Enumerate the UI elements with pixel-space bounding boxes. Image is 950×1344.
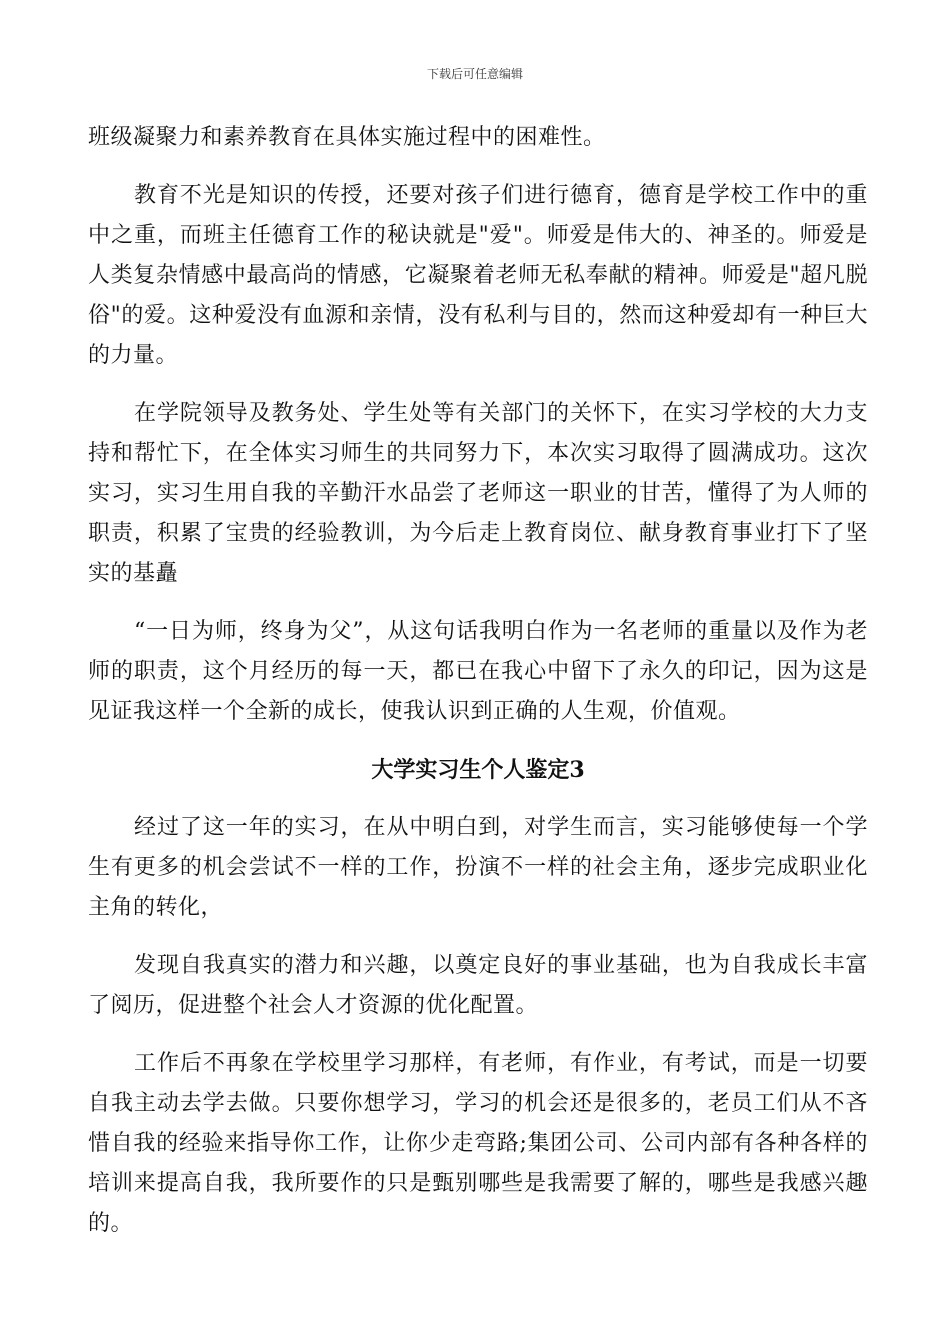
section-title: 大学实习生个人鉴定3: [371, 757, 585, 783]
paragraph-spacer: [88, 594, 868, 612]
paragraph-3: 在学院领导及教务处、学生处等有关部门的关怀下，在实习学校的大力支持和帮忙下，在全体实习师生的共同努力下，本次实习取得了圆满成功。这次实习，实习生用自我的辛勤汗水品尝了老师这一职业的甘苦，懂得了为人师的职责，积累了宝贵的经验教训，为今后走上教育岗位、献身教育事业打下了坚实的基矗: [88, 401, 868, 586]
paragraph-6: 发现自我真实的潜力和兴趣，以奠定良好的事业基础，也为自我成长丰富了阅历，促进整个社会人才资源的优化配置。: [88, 953, 868, 1018]
paragraph-spacer: [88, 158, 868, 176]
paragraph-7: 工作后不再象在学校里学习那样，有老师，有作业，有考试，而是一切要自我主动去学去做。只要你想学习，学习的机会还是很多的，老员工们从不吝惜自我的经验来指导你工作，让你少走弯路;集团公司、公司内部有各种各样的培训来提高自我，我所要作的只是甄别哪些是我需要了解的，哪些是我感兴趣的。: [88, 1051, 868, 1236]
paragraph-spacer: [88, 790, 868, 808]
page-header: 下载后可任意编辑: [426, 67, 523, 81]
paragraph-spacer: [88, 732, 868, 750]
paragraph-spacer: [88, 928, 868, 946]
paragraph-5: 经过了这一年的实习，在从中明白到，对学生而言，实习能够使每一个学生有更多的机会尝试不一样的工作，扮演不一样的社会主角，逐步完成职业化主角的转化，: [88, 815, 868, 920]
paragraph-spacer: [88, 376, 868, 394]
document-body: [88, 118, 868, 1244]
paragraph-4: “一日为师，终身为父”，从这句话我明白作为一名老师的重量以及作为老师的职责，这个月经历的每一天，都已在我心中留下了永久的印记，因为这是见证我这样一个全新的成长，使我认识到正确的人生观，价值观。: [88, 619, 868, 724]
paragraph-1: 班级凝聚力和素养教育在具体实施过程中的困难性。: [88, 125, 606, 150]
paragraph-spacer: [88, 1026, 868, 1044]
paragraph-2: 教育不光是知识的传授，还要对孩子们进行德育，德育是学校工作中的重中之重，而班主任德育工作的秘诀就是"爱"。师爱是伟大的、神圣的。师爱是人类复杂情感中最高尚的情感，它凝聚着老师无私奉献的精神。师爱是"超凡脱俗"的爱。这种爱没有血源和亲情，没有私利与目的，然而这种爱却有一种巨大的力量。: [88, 183, 868, 368]
